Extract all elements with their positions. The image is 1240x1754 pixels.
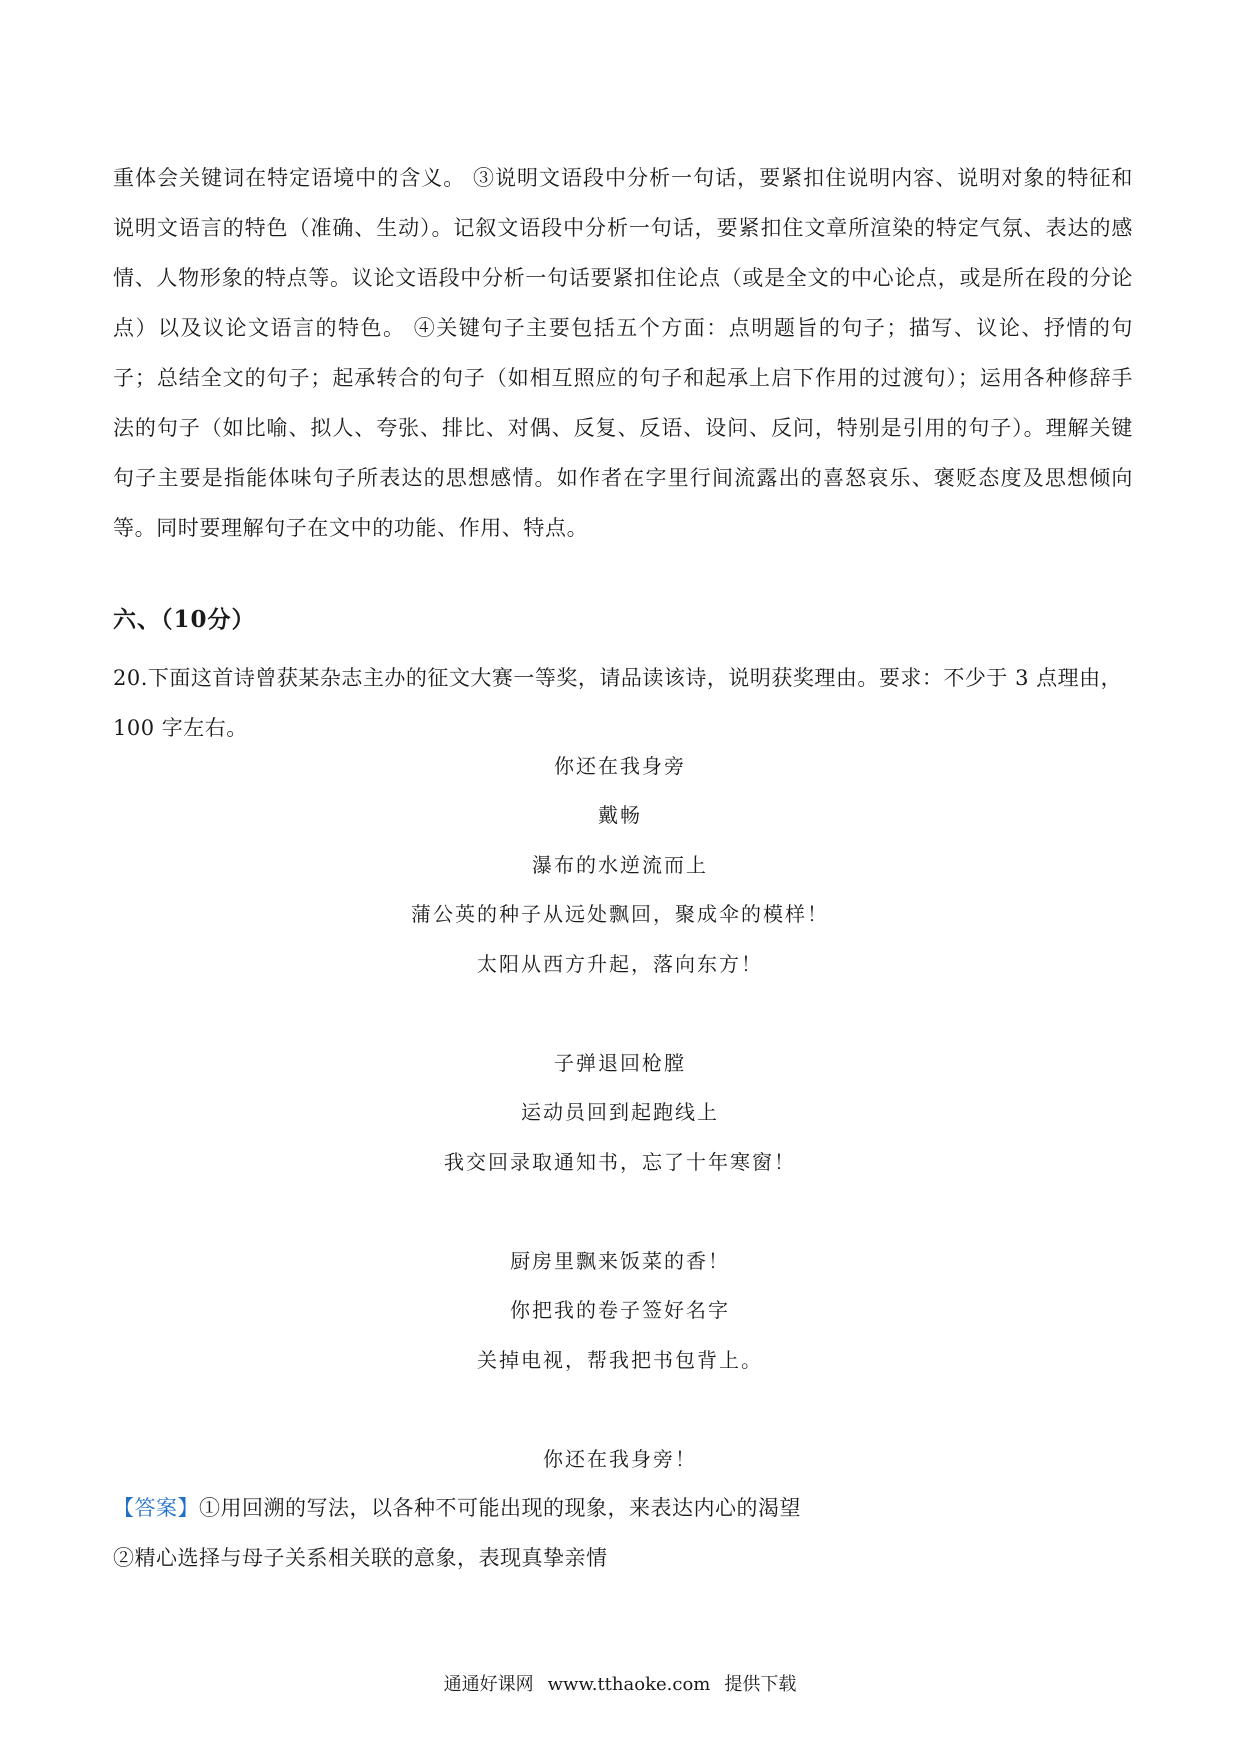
answer-text: ②精心选择与母子关系相关联的意象，表现真挚亲情 [113, 1546, 608, 1570]
answer-line-2 [113, 1543, 1133, 1573]
poem-line: 太阳从西方升起，落向东方！ [477, 952, 763, 976]
poem-line: 蒲公英的种子从远处飘回，聚成伞的模样！ [411, 902, 829, 926]
section-heading: 六、（10分） [113, 606, 256, 633]
poem-line: 关掉电视，帮我把书包背上。 [477, 1348, 763, 1372]
question-text: 20.下面这首诗曾获某杂志主办的征文大赛一等奖，请品读该诗，说明获奖理由。要求：不少于 3 点理由，100 字左右。 [113, 666, 1123, 740]
answer-line-1 [113, 1493, 1133, 1523]
poem-line: 厨房里飘来饭菜的香！ [510, 1249, 730, 1273]
question-prompt [113, 653, 1133, 753]
footer-site-name: 通通好课网 [443, 1674, 534, 1695]
footer-suffix: 提供下载 [724, 1674, 797, 1695]
intro-text: 重体会关键词在特定语境中的含义。 ③说明文语段中分析一句话，要紧扣住说明内容、说明对象的特征和说明文语言的特色（准确、生动）。记叙文语段中分析一句话，要紧扣住文章所渲染的特定气氛、表达的感情、人物形象的特点等。议论文语段中分析一句话要紧扣住论点（或是全文的中心论点，或是所在段的分论点）以及议论文语言的特色。 ④关键句子主要包括五个方面：点明题旨的句子；描写、议论、抒情的句子；总结全文的句子；起承转合的句子（如相互照应的句子和起承上启下作用的过渡句）；运用各种修辞手法的句子（如比喻、拟人、夸张、排比、对偶、反复、反语、设问、反问，特别是引用的句子）。理解关键句子主要是指能体味句子所表达的思想感情。如作者在字里行间流露出的喜怒哀乐、褒贬态度及思想倾向等。同时要理解句子在文中的功能、作用、特点。 [113, 166, 1133, 540]
poem-line: 我交回录取通知书，忘了十年寒窗！ [444, 1150, 796, 1174]
poem-author: 戴畅 [598, 803, 642, 827]
poem-line: 运动员回到起跑线上 [521, 1100, 719, 1124]
intro-paragraph [113, 153, 1133, 553]
poem-title: 你还在我身旁 [554, 754, 686, 778]
footer-url: www.tthaoke.com [547, 1674, 711, 1695]
poem-line: 瀑布的水逆流而上 [532, 853, 708, 877]
poem-line: 你还在我身旁！ [543, 1447, 697, 1471]
answer-tag: 【答案】 [113, 1496, 199, 1520]
answer-text: ①用回溯的写法，以各种不可能出现的现象，来表达内心的渴望 [199, 1496, 801, 1520]
poem-line: 子弹退回枪膛 [554, 1051, 686, 1075]
page-footer [0, 1672, 1240, 1698]
poem-line: 你把我的卷子签好名字 [510, 1298, 730, 1322]
